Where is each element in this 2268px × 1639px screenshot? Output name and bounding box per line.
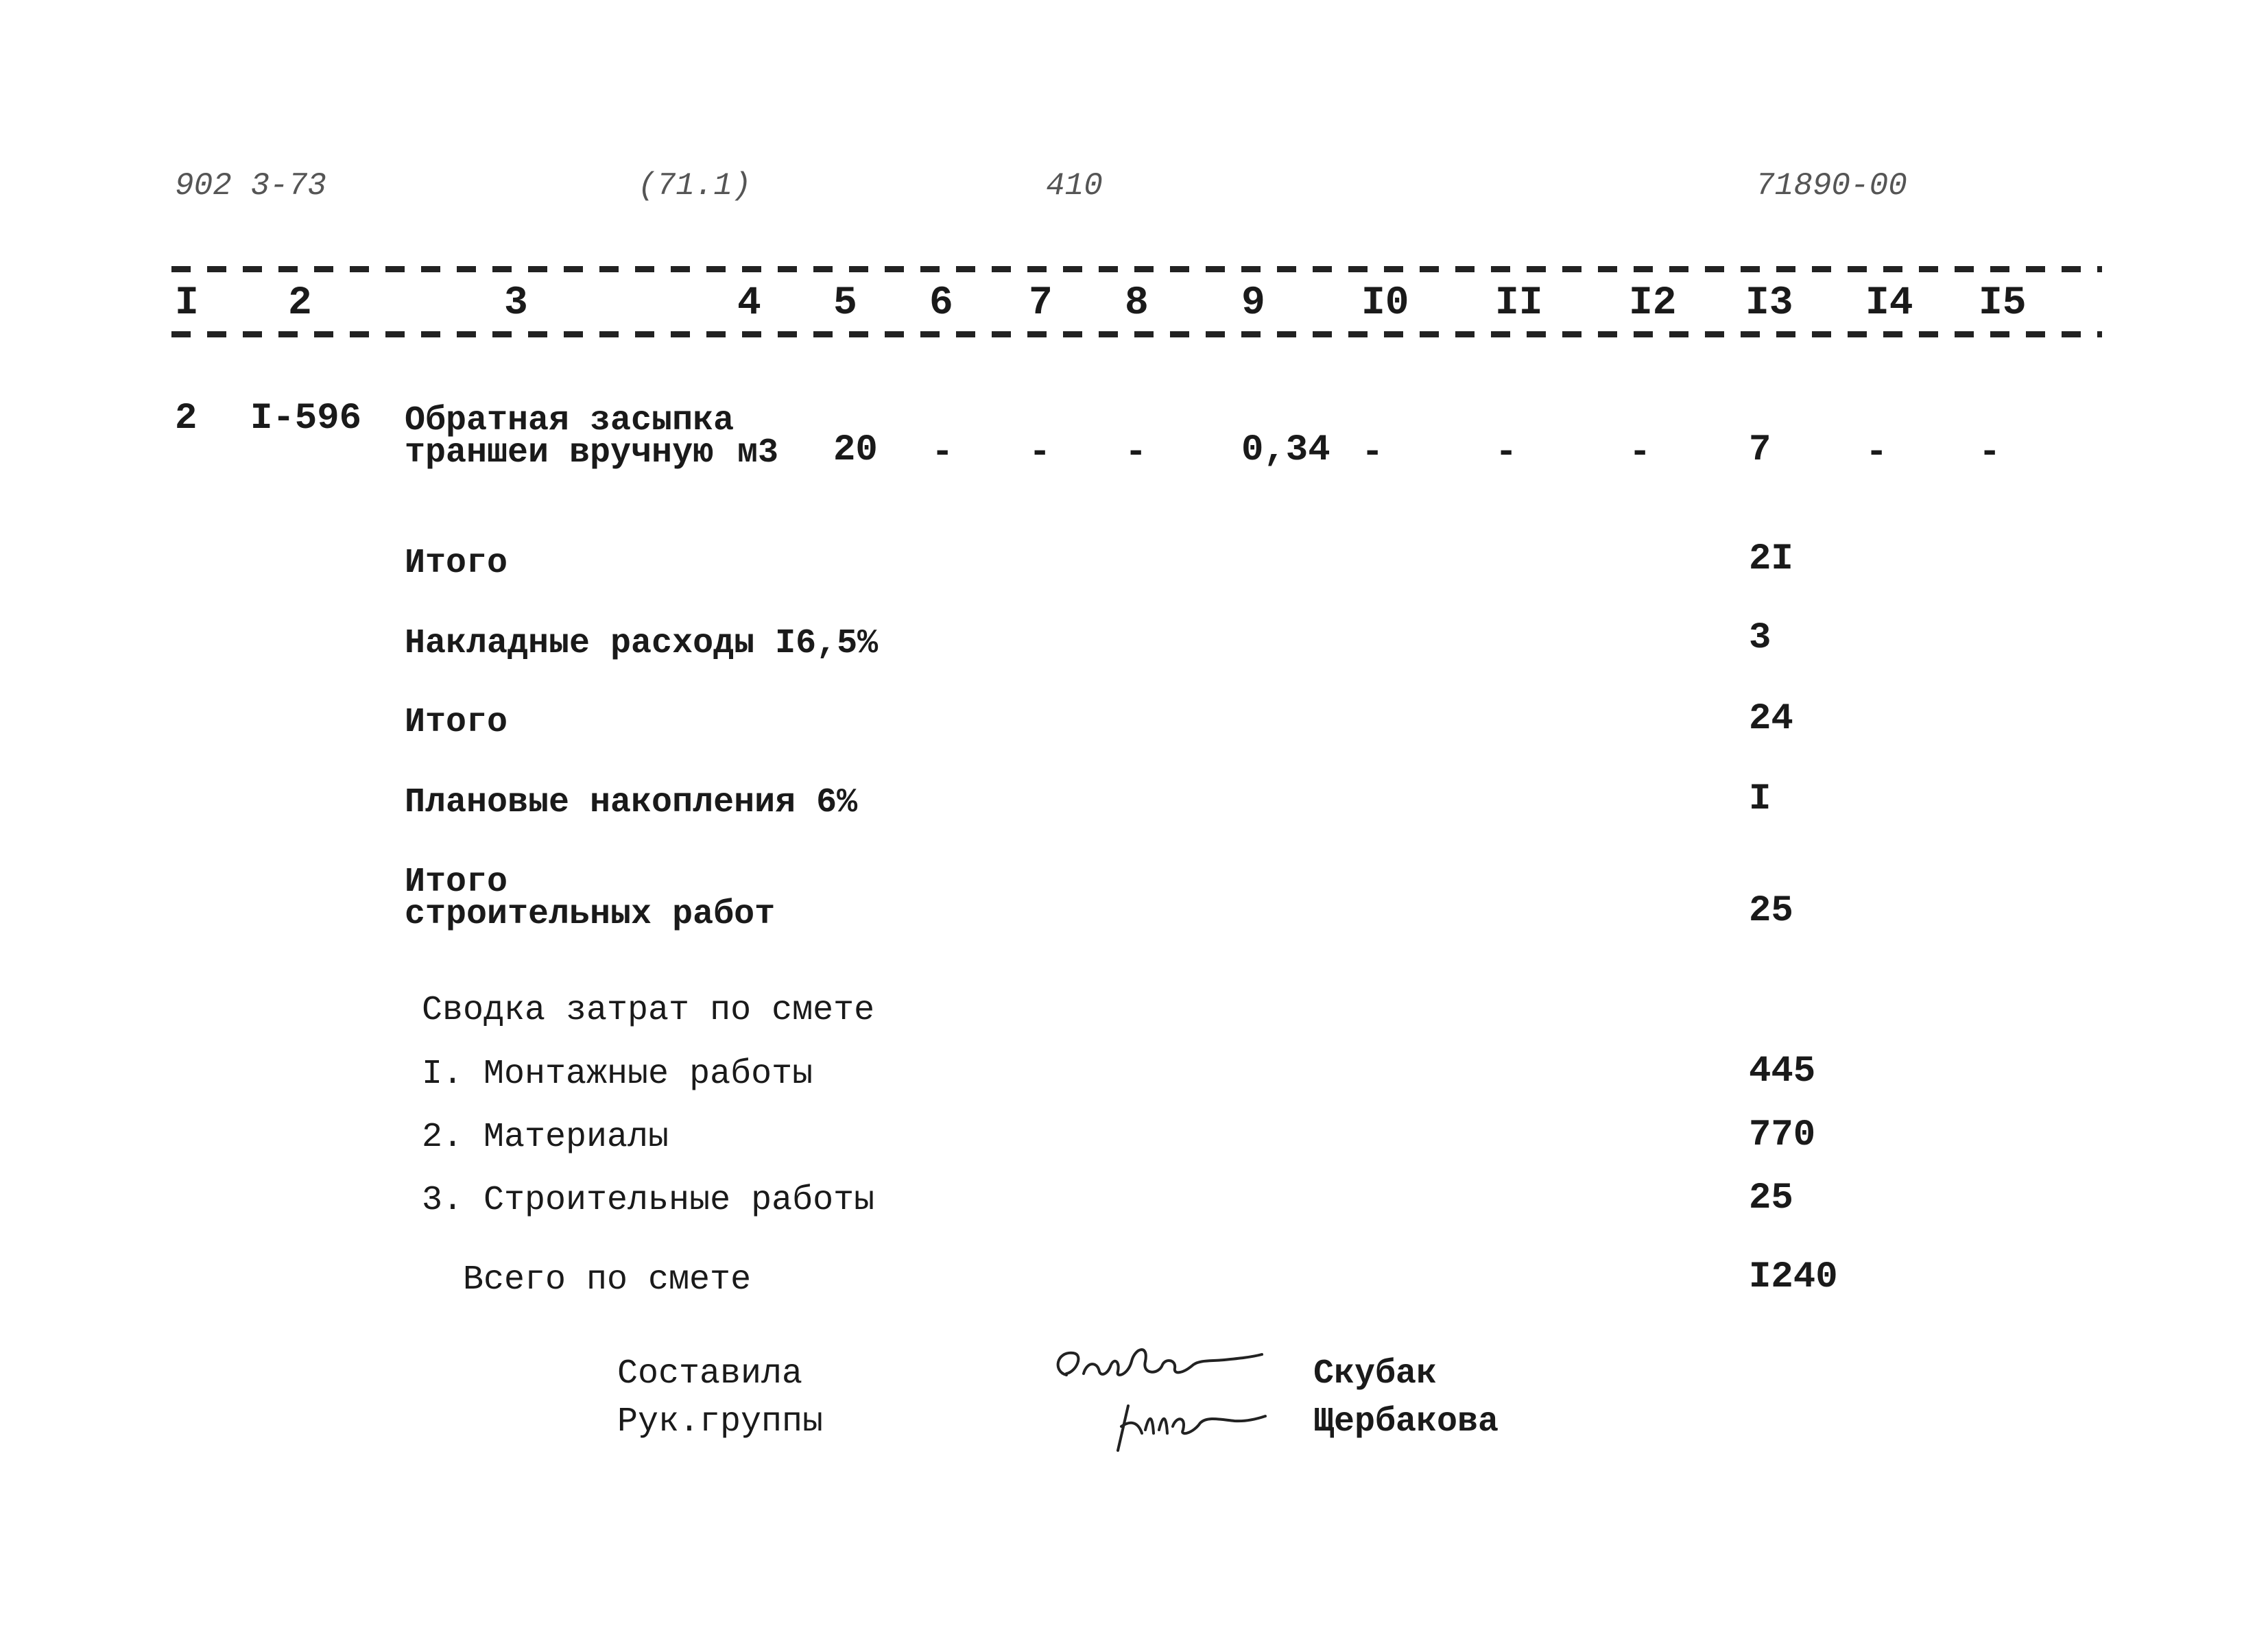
column-number: II — [1495, 281, 1543, 326]
column-number: 8 — [1125, 281, 1149, 326]
row-code: I-596 — [250, 398, 362, 440]
column-number: 6 — [929, 281, 953, 326]
row-cell-10: - — [1361, 432, 1384, 474]
row-cell-7: - — [1029, 432, 1051, 474]
column-number: I4 — [1865, 281, 1913, 326]
compiled-by-label: Составила — [617, 1354, 803, 1393]
group-lead-label: Рук.группы — [617, 1402, 824, 1441]
planned-savings-value: I — [1749, 778, 1771, 820]
row-cell-15: - — [1979, 432, 2001, 474]
column-number: I3 — [1745, 281, 1793, 326]
row-quantity: 20 — [833, 429, 878, 471]
planned-savings-label: Плановые накопления 6% — [405, 783, 858, 822]
column-number: I5 — [1979, 281, 2027, 326]
row-unit: м3 — [737, 433, 779, 472]
summary-item-label: 3. Строительные работы — [422, 1181, 875, 1220]
subtotal-value: 2I — [1749, 538, 1793, 580]
summary-item-value: 445 — [1749, 1051, 1816, 1092]
summary-item-value: 770 — [1749, 1114, 1816, 1156]
row-description-line1: Обратная засыпка — [405, 401, 735, 440]
column-number: I2 — [1629, 281, 1677, 326]
column-number: I — [175, 281, 199, 326]
row-cell-12: - — [1629, 432, 1651, 474]
doc-number: 71890-00 — [1756, 168, 1907, 204]
summary-item-value: 25 — [1749, 1177, 1793, 1219]
construction-total-label-line2: строительных работ — [405, 895, 776, 934]
row-cell-6: - — [931, 432, 954, 474]
column-number: 7 — [1029, 281, 1053, 326]
subtotal-label: Итого — [405, 703, 508, 742]
subtotal-label: Итого — [405, 544, 508, 583]
column-number: I0 — [1361, 281, 1409, 326]
doc-code: 902 3-73 — [175, 168, 326, 204]
overhead-value: 3 — [1749, 617, 1771, 659]
subtotal-value: 24 — [1749, 698, 1793, 740]
row-cell-11: - — [1495, 432, 1518, 474]
column-header-top-rule — [171, 266, 2102, 272]
summary-item-label: 2. Материалы — [422, 1118, 669, 1157]
column-header-bottom-rule — [171, 331, 2102, 337]
column-number: 5 — [833, 281, 857, 326]
compiler-name: Скубак — [1313, 1354, 1437, 1393]
doc-section: (71.1) — [638, 168, 752, 204]
row-cell-8: - — [1125, 432, 1147, 474]
grand-total-label: Всего по смете — [463, 1260, 752, 1300]
summary-item-label: I. Монтажные работы — [422, 1055, 813, 1094]
row-cell-14: - — [1865, 432, 1888, 474]
summary-title: Сводка затрат по смете — [422, 991, 875, 1030]
row-number: 2 — [175, 398, 198, 440]
grand-total-value: I240 — [1749, 1256, 1838, 1298]
row-cell-9: 0,34 — [1241, 429, 1330, 471]
column-number: 2 — [288, 281, 312, 326]
row-description-line2: траншеи вручную — [405, 433, 714, 472]
column-number: 4 — [737, 281, 761, 326]
column-number: 9 — [1241, 281, 1265, 326]
construction-total-label: Итого — [405, 863, 508, 902]
row-cell-13: 7 — [1749, 429, 1771, 471]
overhead-label: Накладные расходы I6,5% — [405, 624, 879, 663]
page-number: 410 — [1046, 168, 1103, 204]
group-lead-name: Щербакова — [1313, 1402, 1499, 1441]
column-number: 3 — [504, 281, 528, 326]
construction-total-value: 25 — [1749, 890, 1793, 932]
handwritten-signature-group-lead — [1111, 1385, 1269, 1461]
